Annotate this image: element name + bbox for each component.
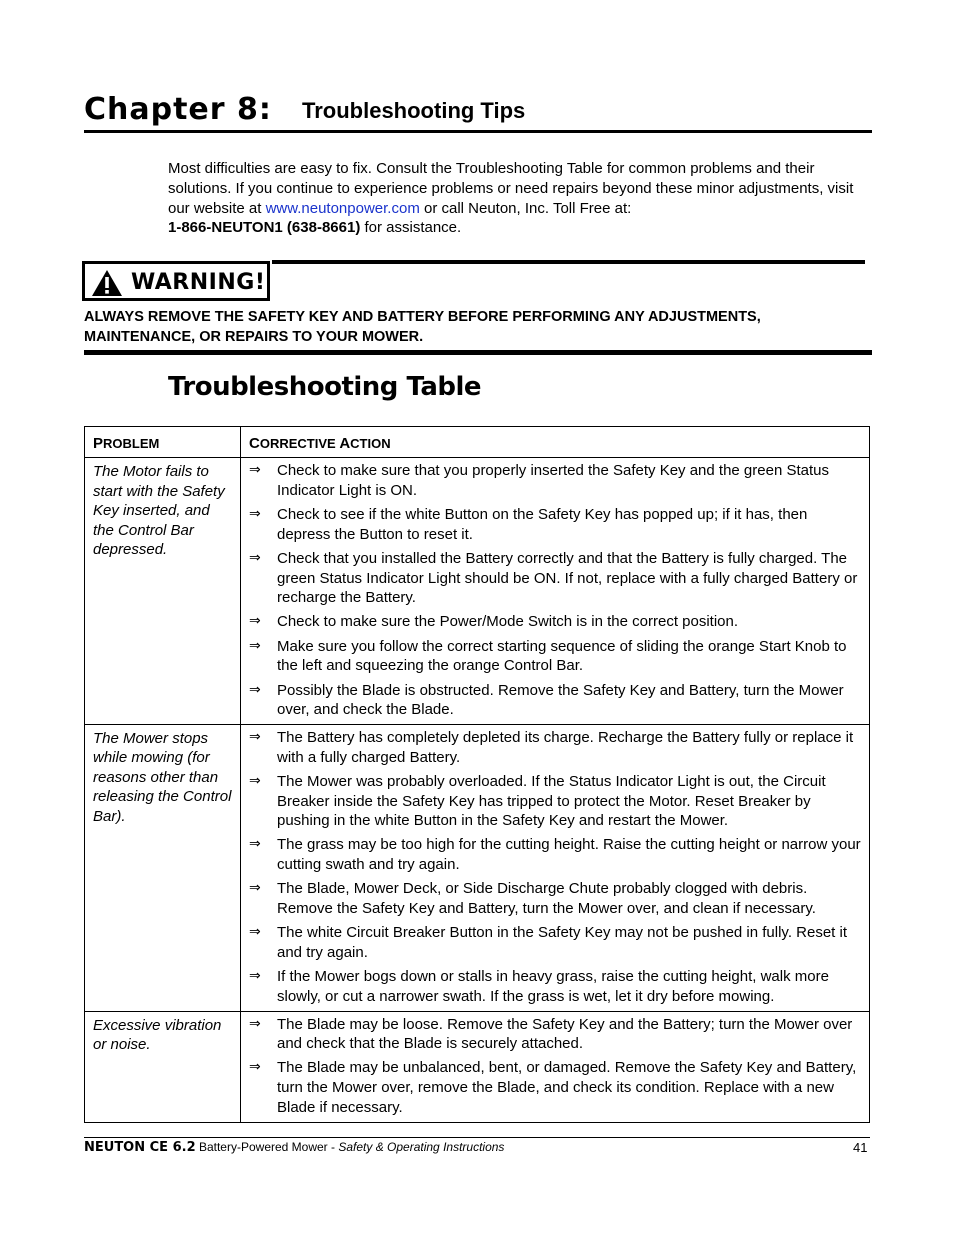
action-item: ⇒ The Mower was probably overloaded. If the Status Indicator Light is out, the Circuit Breaker inside the Safety Key has tripped to protect the Motor. Reset Breaker by pushing in the white Button in the Safety Key and restart the Mower. [249, 772, 826, 830]
action-item: ⇒ The Blade may be loose. Remove the Safety Key and the Battery; turn the Mower over and check that the Blade is securely attached. [249, 1015, 853, 1053]
problem-cell: The Mower stops while mowing (for reasons other than releasing the Control Bar). [85, 724, 241, 1011]
intro-text-end: for assistance. [360, 219, 462, 237]
action-item: ⇒ If the Mower bogs down or stalls in heavy grass, raise the cutting height, walk more slowly, or cut a narrower swath. If the grass is wet, let it dry before mowing. [249, 968, 829, 1005]
actions-cell [241, 1011, 870, 1122]
header-corrective-action: CORRECTIVE ACTION [241, 427, 870, 458]
arrow-icon: ⇒ [249, 1015, 261, 1032]
chapter-header [84, 88, 872, 133]
chapter-title: Troubleshooting Tips [302, 98, 526, 123]
arrow-icon: ⇒ [249, 613, 261, 630]
arrow-icon: ⇒ [249, 728, 261, 745]
action-item: ⇒ The Blade, Mower Deck, or Side Discharge Chute probably clogged with debris. Remove the Safety Key and Battery, turn the Mower over, and clean if necessary. [249, 880, 816, 918]
troubleshooting-table [84, 426, 870, 1123]
arrow-icon: ⇒ [249, 880, 261, 897]
action-item: ⇒ Make sure you follow the correct starting sequence of sliding the orange Start Knob to the left and squeezing the orange Control Bar. [249, 637, 847, 675]
arrow-icon: ⇒ [249, 462, 261, 478]
warning-text: ALWAYS REMOVE THE SAFETY KEY AND BATTERY BEFORE PERFORMING ANY ADJUSTMENTS, MAINTENANCE, OR REPAIRS TO YOUR MOWER. [84, 309, 761, 345]
page-number: 41 [853, 1140, 868, 1155]
footer-title [84, 1140, 504, 1155]
table-row [85, 1011, 870, 1122]
action-item: ⇒ The grass may be too high for the cutting height. Raise the cutting height or narrow your cutting swath and try again. [249, 836, 861, 874]
problem-cell: Excessive vibration or noise. [85, 1011, 241, 1122]
intro-text-after: or call Neuton, Inc. Toll Free at: [419, 199, 632, 217]
header-problem: PROBLEM [85, 427, 241, 458]
arrow-icon: ⇒ [249, 505, 261, 522]
footer-product: Battery-Powered Mower - [195, 1140, 339, 1154]
footer-brand: NEUTON CE 6.2 [84, 1140, 196, 1155]
arrow-icon: ⇒ [249, 681, 261, 698]
actions-cell [241, 724, 870, 1011]
table-header-row [85, 427, 870, 458]
arrow-icon: ⇒ [249, 1059, 261, 1076]
arrow-icon: ⇒ [249, 924, 261, 941]
table-row [85, 724, 870, 1011]
warning-top-rule [272, 260, 865, 264]
action-item: ⇒ Check to see if the white Button on the Safety Key has popped up; if it has, then depress the Button to reset it. [249, 505, 808, 543]
footer-rule [84, 1137, 870, 1138]
intro-text: Most difficulties are easy to fix. Consult the Troubleshooting Table for common problems and their solutions. If you continue to experience problems or need repairs beyond these minor adjustments, visit our website at [168, 160, 854, 217]
action-item: ⇒ The Blade may be unbalanced, bent, or damaged. Remove the Safety Key and Battery, turn the Mower over, remove the Blade, and check its condition. Replace with a new Blade if necessary. [249, 1059, 857, 1116]
action-item: ⇒ The Battery has completely depleted its charge. Recharge the Battery fully or replace it with a fully charged Battery. [249, 728, 854, 766]
footer-doc: Safety & Operating Instructions [338, 1140, 505, 1154]
phone-number: 1-866-NEUTON1 (638-8661) [168, 219, 361, 237]
action-item: ⇒ Check that you installed the Battery correctly and that the Battery is fully charged. The green Status Indicator Light should be ON. If not, replace with a fully charged Battery or recharge the Battery. [249, 549, 858, 607]
actions-cell [241, 458, 870, 725]
table-title: Troubleshooting Table [168, 372, 482, 402]
chapter-number: Chapter 8: [84, 92, 272, 127]
action-item: ⇒ Check to make sure that you properly inserted the Safety Key and the green Status Indicator Light is ON. [249, 462, 829, 499]
action-item: ⇒ Possibly the Blade is obstructed. Remove the Safety Key and Battery, turn the Mower over, and check the Blade. [249, 681, 844, 719]
action-item: ⇒ The white Circuit Breaker Button in the Safety Key may not be pushed in fully. Reset it and try again. [249, 924, 848, 961]
action-item: ⇒ Check to make sure the Power/Mode Switch is in the correct position. [249, 613, 739, 631]
problem-cell: The Motor fails to start with the Safety Key inserted, and the Control Bar depressed. [85, 458, 241, 725]
warning-bottom-rule [84, 350, 872, 355]
table-row [85, 458, 870, 725]
intro-paragraph [168, 159, 868, 238]
warning-triangle-icon [91, 269, 123, 297]
arrow-icon: ⇒ [249, 836, 261, 853]
arrow-icon: ⇒ [249, 637, 261, 654]
arrow-icon: ⇒ [249, 968, 261, 985]
warning-label: WARNING! [131, 270, 266, 295]
arrow-icon: ⇒ [249, 549, 261, 566]
website-link[interactable]: www.neutonpower.com [265, 199, 420, 217]
warning-box [82, 261, 270, 301]
arrow-icon: ⇒ [249, 772, 261, 789]
